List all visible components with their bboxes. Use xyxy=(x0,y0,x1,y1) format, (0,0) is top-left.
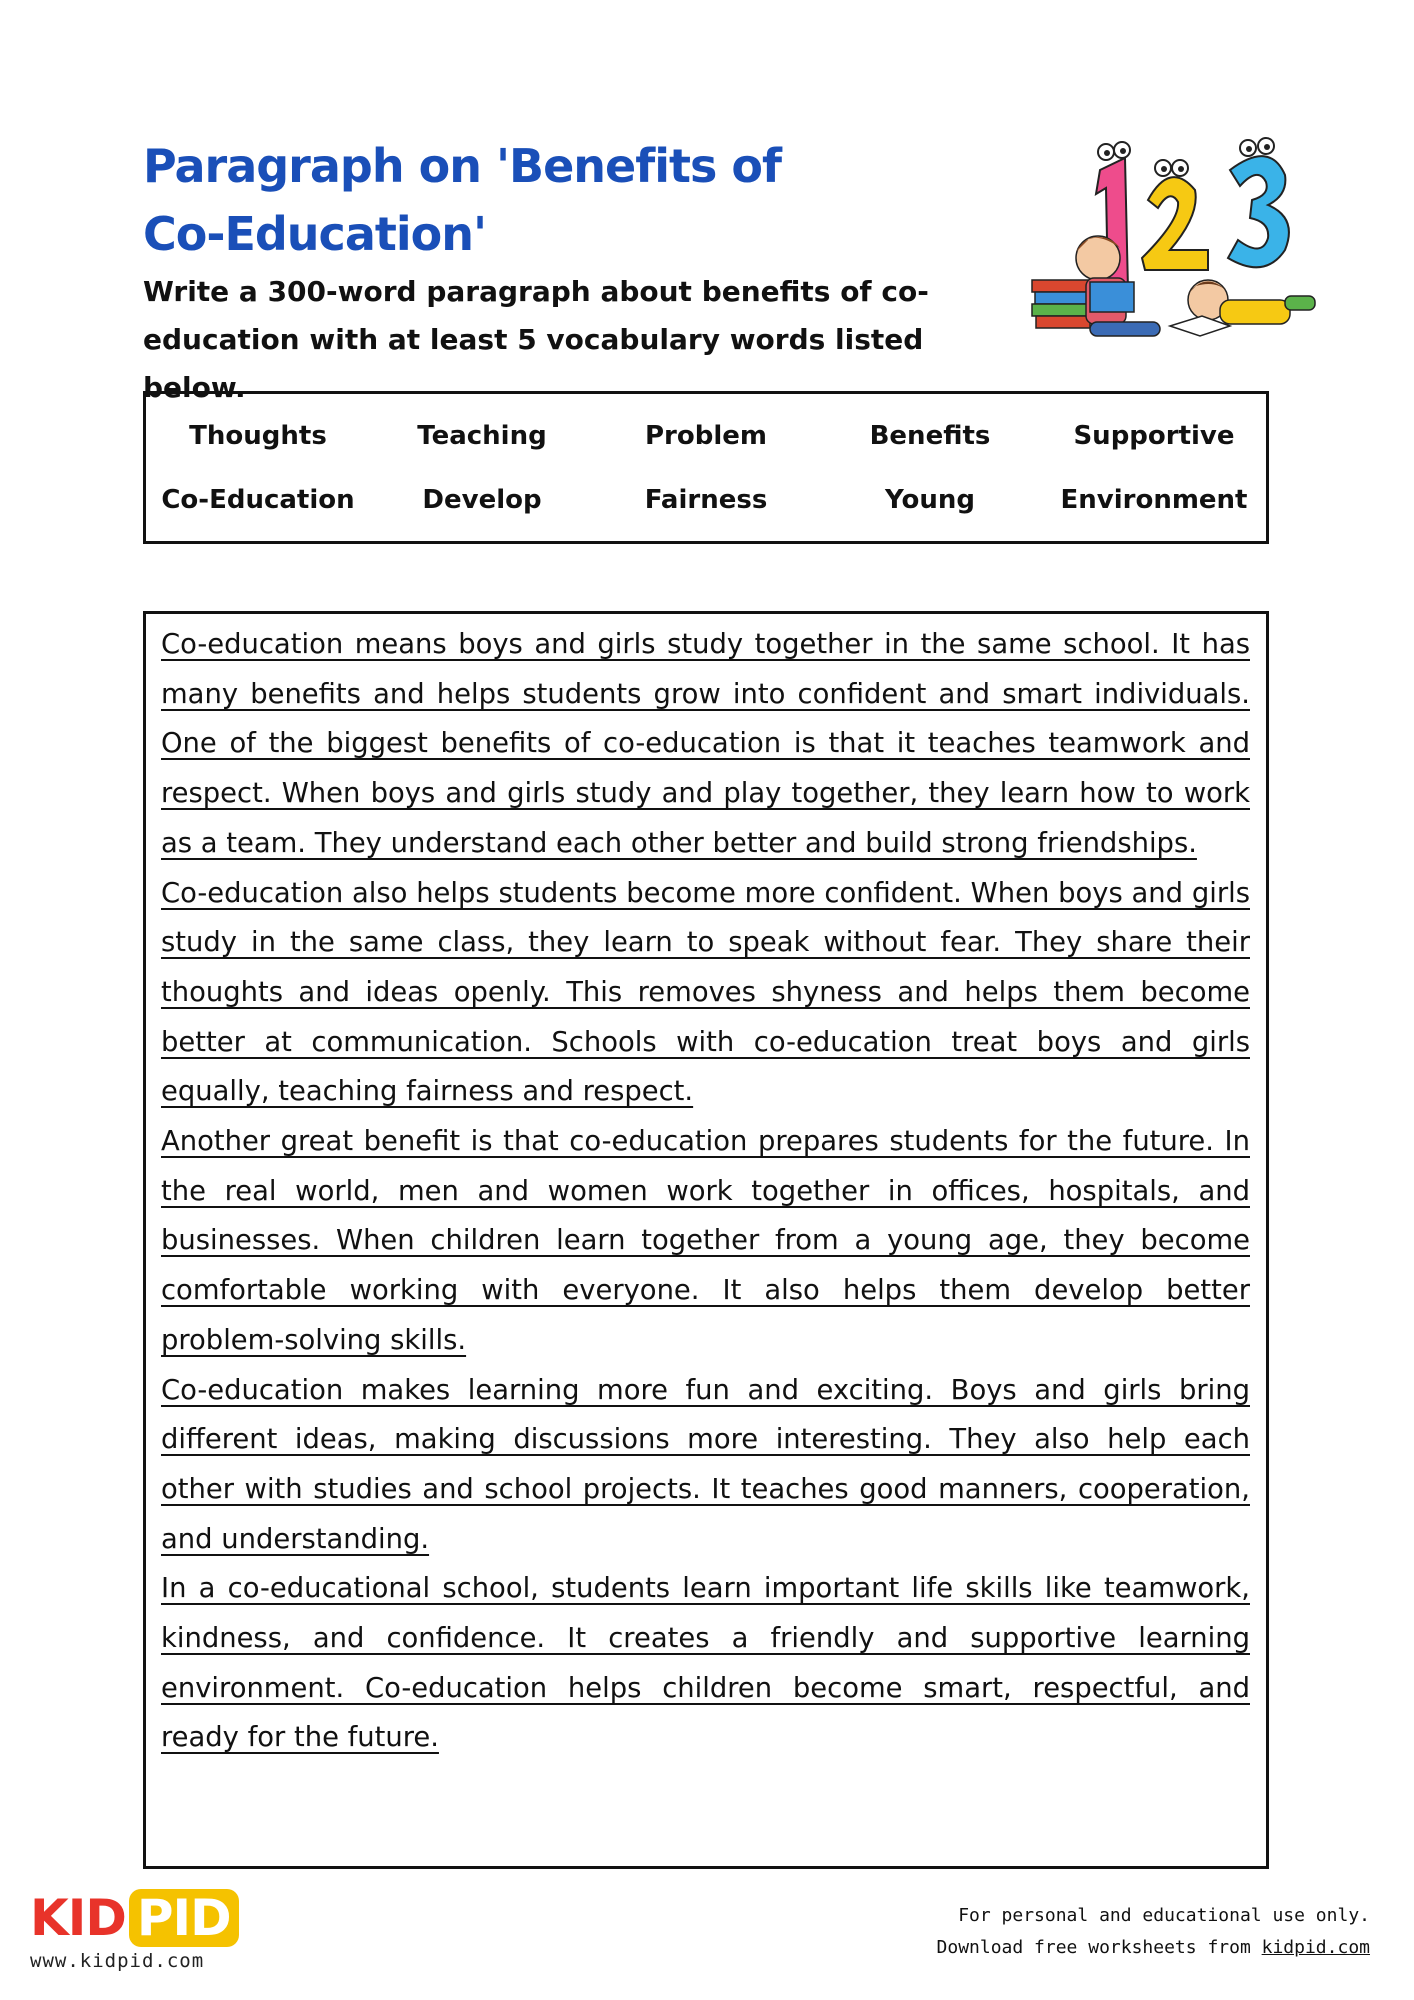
vocab-word: Fairness xyxy=(644,485,768,515)
footer-link[interactable]: kidpid.com xyxy=(1261,1937,1370,1958)
instructions: Write a 300-word paragraph about benefits of co-education with at least 5 vocabulary words listed below. xyxy=(143,275,929,404)
vocabulary-row xyxy=(146,480,1266,520)
vocab-word: Benefits xyxy=(869,421,991,451)
paragraph-box xyxy=(143,611,1269,1869)
paragraph: Another great benefit is that co-education prepares students for the future. In the real world, men and women work together in offices, hospitals, and businesses. When children learn together from a young age, they become comfortable working with everyone. It also helps them develop better problem-solving skills. xyxy=(161,1126,1250,1356)
footer-line-2 xyxy=(937,1932,1370,1964)
paragraph: Co-education makes learning more fun and exciting. Boys and girls bring different ideas, making discussions more interesting. They also help each other with studies and school projects. It teaches good manners, cooperation, and understanding. xyxy=(161,1374,1250,1555)
logo-url: www.kidpid.com xyxy=(30,1950,205,1972)
vocab-word: Environment xyxy=(1060,485,1248,515)
paragraph: Co-education also helps students become more confident. When boys and girls study in the same class, they learn to speak without fear. They share their thoughts and ideas openly. This removes shyness and helps them become better at communication. Schools with co-education treat boys and girls equally, teaching fairness and respect. xyxy=(161,877,1250,1108)
kids-numbers-illustration xyxy=(1030,130,1320,360)
vocabulary-box xyxy=(143,391,1269,544)
paragraph: Co-education means boys and girls study together in the same school. It has many benefits and helps students grow into confident and smart individuals. One of the biggest benefits of co-education is that it teaches teamwork and respect. When boys and girls study and play together, they learn how to work as a team. They understand each other better and build strong friendships. xyxy=(161,629,1250,859)
paragraph: In a co-educational school, students learn important life skills like teamwork, kindness, and confidence. It creates a friendly and supportive learning environment. Co-education helps children become smart, respectful, and ready for the future. xyxy=(161,1573,1250,1754)
footer-line-1: For personal and educational use only. xyxy=(958,1905,1370,1926)
vocab-word: Supportive xyxy=(1073,421,1235,451)
footer-line-2-text: Download free worksheets from xyxy=(936,1937,1262,1958)
vocab-word: Young xyxy=(885,485,975,515)
vocab-word: Teaching xyxy=(417,421,547,451)
footer-note xyxy=(937,1900,1370,1964)
kidpid-logo[interactable] xyxy=(30,1890,239,1972)
logo-wordmark xyxy=(30,1890,239,1946)
vocabulary-row xyxy=(146,416,1266,456)
vocab-word: Thoughts xyxy=(189,421,327,451)
vocab-word: Develop xyxy=(422,485,542,515)
logo-pid: PID xyxy=(129,1889,239,1947)
logo-kid: KID xyxy=(30,1889,126,1947)
vocab-word: Co-Education xyxy=(161,485,355,515)
page-title: Paragraph on 'Benefits of Co-Education' xyxy=(143,139,782,261)
vocab-word: Problem xyxy=(645,421,767,451)
